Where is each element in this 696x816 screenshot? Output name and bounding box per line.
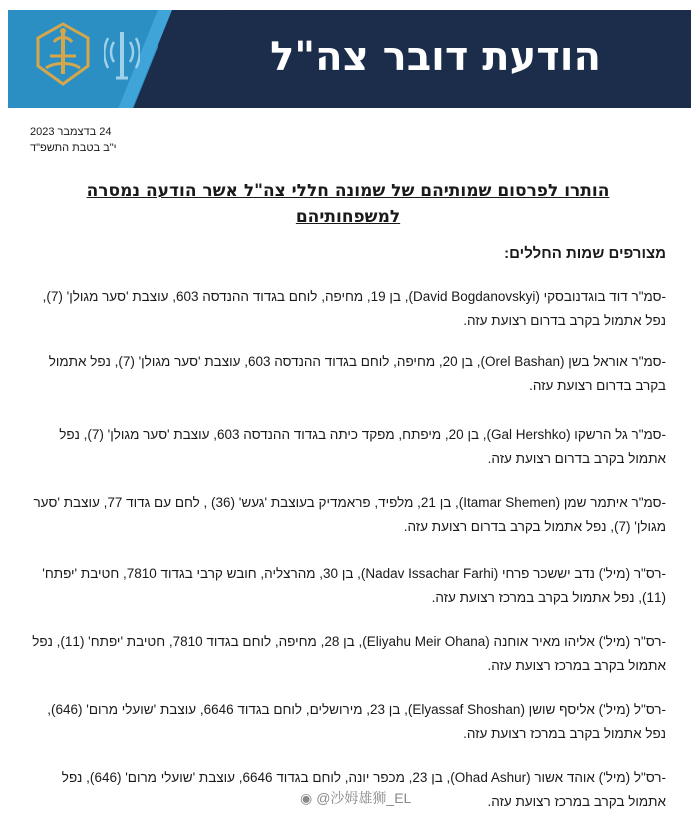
fallen-soldier-entry: -רס"ל (מיל') אוהד אשור (Ohad Ashur), בן 23, מכפר יונה, לוחם בגדוד 6646, עוצבת 'שועלי מרום' (646), נפל אתמול בקרב במרכז רצועת עזה. xyxy=(61,770,666,809)
names-intro: מצורפים שמות החללים: xyxy=(504,245,666,262)
fallen-soldier-entry: -רס"ר (מיל') אליהו מאיר אוחנה (Eliyahu Meir Ohana), בן 28, מחיפה, לוחם בגדוד 7810, חטיבת 'יפתח' (11), נפל אתמול בקרב במרכז רצועת עזה. xyxy=(32,634,666,673)
fallen-soldier-entry: -סמ"ר גל הרשקו (Gal Hershko), בן 20, מיפתח, מפקד כיתה בגדוד ההנדסה 603, עוצבת 'סער מגולן' (7), נפל אתמול בקרב בדרום רצועת עזה. xyxy=(59,427,666,466)
fallen-soldier-entry: -סמ"ר דוד בוגדנובסקי (David Bogdanovskyi), בן 19, מחיפה, לוחם בגדוד ההנדסה 603, עוצבת 'סער מגולן' (7), נפל אתמול בקרב בדרום רצועת עזה. xyxy=(42,289,666,328)
page-title: הודעת דובר צה"ל xyxy=(270,34,601,80)
fallen-soldier-entry: -סמ"ר איתמר שמן (Itamar Shemen), בן 21, מלפיד, פראמדיק בעוצבת 'געש' (36) , לחם עם גדוד 77, עוצבת 'סער מגולן' (7), נפל אתמול בקרב בדרום רצועת עזה. xyxy=(33,495,666,534)
gregorian-date: 24 בדצמבר 2023 xyxy=(30,126,112,138)
announcement-headline: הותרו לפרסום שמותיהם של שמונה חללי צה"ל אשר הודעה נמסרה למשפחותיהם xyxy=(86,181,610,227)
header-banner xyxy=(8,10,691,108)
watermark xyxy=(300,788,411,808)
fallen-soldier-entry: -רס"ר (מיל') נדב יששכר פרחי (Nadav Issachar Farhi), בן 30, מהרצליה, חובש קרבי בגדוד 7810, חטיבת 'יפתח' (11), נפל אתמול בקרב במרכז רצועת עזה. xyxy=(42,566,666,605)
fallen-soldier-entry: -סמ"ר אוראל בשן (Orel Bashan), בן 20, מחיפה, לוחם בגדוד ההנדסה 603, עוצבת 'סער מגולן' (7), נפל אתמול בקרב בדרום רצועת עזה. xyxy=(48,354,666,393)
hebrew-date: י"ב בטבת התשפ"ד xyxy=(30,142,117,154)
weibo-icon: ◉ xyxy=(300,790,313,806)
idf-emblem-icon xyxy=(34,22,92,88)
spokesperson-emblem-icon xyxy=(104,26,140,84)
date-block xyxy=(30,124,150,156)
watermark-text: @沙姆雄狮_EL xyxy=(316,790,412,806)
fallen-soldier-entry: -רס"ל (מיל') אליסף שושן (Elyassaf Shoshan), בן 23, מירושלים, לוחם בגדוד 6646, עוצבת 'שועלי מרום' (646), נפל אתמול בקרב במרכז רצועת עזה. xyxy=(47,702,666,741)
